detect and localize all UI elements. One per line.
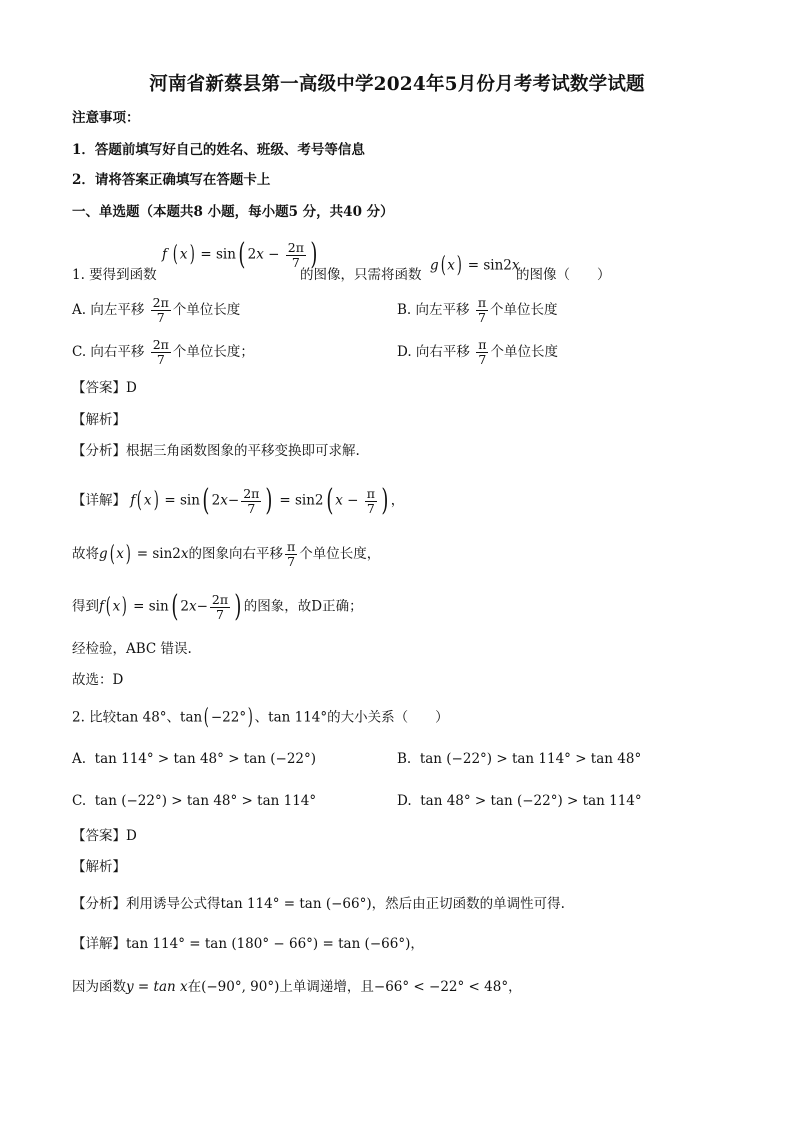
q2-option-a[interactable]: A. tan 114° > tan 48° > tan (−22°) [72,751,317,767]
notice-item-1: 1．答题前填写好自己的姓名、班级、考号等信息 [72,142,365,158]
q1-stem-mid: 的图像，只需将函数 [300,267,422,283]
q1-option-b-label: B. 向左平移 [397,302,470,318]
section-heading: 一、单选题（本题共8 小题，每小题5 分，共40 分） [72,204,394,220]
q2-answer: 【答案】D [72,828,137,844]
q1-option-b[interactable]: B. 向左平移 $\frac{\pi}{7}$ 个单位长度 [397,295,558,325]
q1-option-a-label: A. 向左平移 [72,302,145,318]
q1-option-d[interactable]: D. 向右平移 $\frac{\pi}{7}$ 个单位长度 [397,337,558,367]
notice-item-2: 2．请将答案正确填写在答题卡上 [72,172,271,188]
notice-heading: 注意事项： [72,110,140,126]
q1-g-expr: g( x) = sin2x [430,253,520,278]
q1-step2: 故将g( x) = sin2x的图象向右平移 $\frac{\pi}{7}$ 个单位长度， [72,539,381,569]
q2-stem: 2. 比较tan 48°、tan( −22°) 、tan 114°的大小关系（ ） [72,705,449,730]
q2-option-c[interactable]: C. tan (−22°) > tan 48° > tan 114° [72,793,317,809]
q1-f-expr: f ( x) = sin( 2x − $\frac{2\pi}{7}$ ) [162,237,318,272]
q2-option-d[interactable]: D. tan 48° > tan (−22°) > tan 114° [397,793,642,809]
page-title: 河南省新蔡县第一高级中学2024年5月份月考考试数学试题 [149,74,645,95]
q1-detail: 【详解】 f( x) = sin( 2x− $\frac{2\pi}{7}$ ) = sin2( x − $\frac{\pi}{7}$ ) ， [72,483,405,518]
q1-check: 经检验，ABC 错误. [72,641,192,657]
q2-analysis-tag: 【解析】 [72,859,126,875]
q2-fenxi: 【分析】利用诱导公式得tan 114° = tan (−66°)，然后由正切函数的单调性可得. [72,896,565,912]
q1-option-d-label: D. 向右平移 [397,344,470,360]
q2-last-line: 因为函数y = tan x在(−90°, 90°)上单调递增，且−66° < −22° < 48°， [72,979,522,995]
q2-option-b[interactable]: B. tan (−22°) > tan 114° > tan 48° [397,751,642,767]
q1-option-a[interactable]: A. 向左平移 $\frac{2\pi}{7}$ 个单位长度 [72,295,241,325]
q1-analysis-tag: 【解析】 [72,412,126,428]
q1-stem-prefix: 1. 要得到函数 [72,267,157,283]
q2-detail: 【详解】tan 114° = tan (180° − 66°) = tan (−66°)， [72,936,424,952]
q1-step3: 得到f( x) = sin( 2x− $\frac{2\pi}{7}$ ) 的图象，故D正确； [72,589,363,624]
q1-option-c[interactable]: C. 向右平移 $\frac{2\pi}{7}$ 个单位长度； [72,337,254,367]
q1-fenxi: 【分析】根据三角函数图象的平移变换即可求解. [72,443,360,459]
q1-choose: 故选：D [72,672,124,688]
q1-answer: 【答案】D [72,380,137,396]
q1-stem-suffix: 的图像（ ） [516,267,611,283]
q1-option-c-label: C. 向右平移 [72,344,145,360]
